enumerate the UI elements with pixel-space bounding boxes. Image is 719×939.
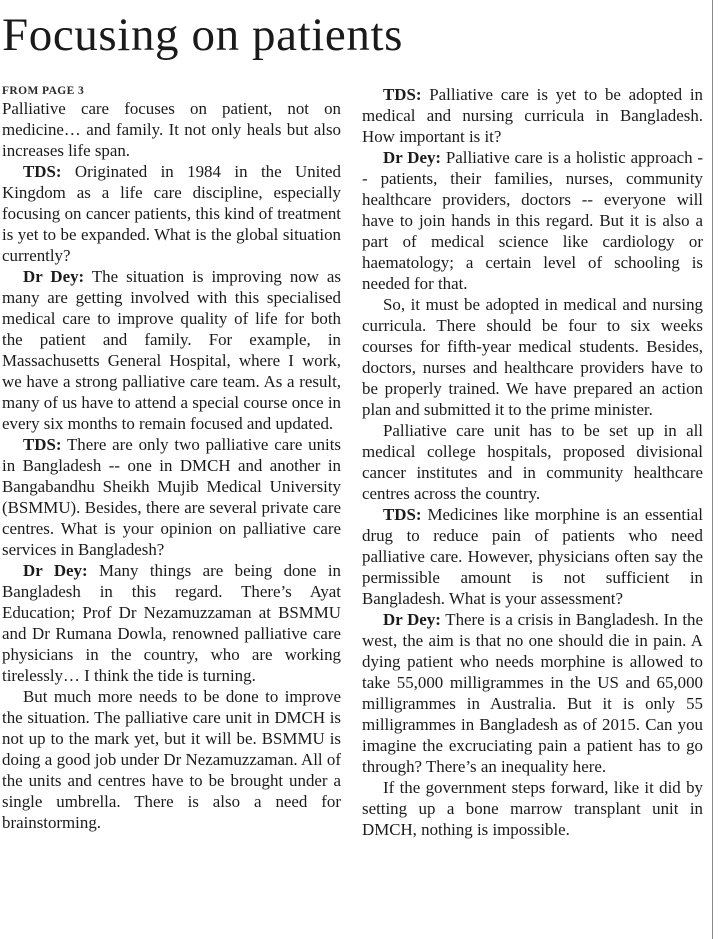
continued-from-kicker: FROM PAGE 3	[2, 85, 85, 97]
article-headline: Focusing on patients	[2, 9, 404, 61]
article-paragraph	[2, 98, 341, 161]
paragraph-text: Many things are being done in Bangladesh in this regard. There’s Ayat Education; Prof Dr Nezamuzzaman at BSMMU and Dr Rumana Dowla, renowned palliative care physicians in the country, who are working tirelessly… I think the tide is turning.	[2, 561, 341, 685]
paragraph-text: There are only two palliative care units in Bangladesh -- one in DMCH and another in Bangabandhu Sheikh Mujib Medical University (BSMMU). Besides, there are several private care centres. What is your opinion on palliative care services in Bangladesh?	[2, 435, 341, 559]
article-paragraph	[2, 686, 341, 833]
left-paragraphs	[2, 98, 341, 833]
speaker-label: Dr Dey:	[23, 561, 88, 580]
article-paragraph	[362, 147, 703, 294]
paragraph-text: There is a crisis in Bangladesh. In the west, the aim is that no one should die in pain. A dying patient who needs morphine is allowed to take 55,000 milligrammes in the US and 65,000 milligrammes in Australia. But it is only 55 milligrammes in Bangladesh as of 2015. Can you imagine the excruciating pain a patient has to go through? There’s an inequality here.	[362, 610, 703, 776]
left-column	[2, 84, 341, 833]
paragraph-text: Palliative care focuses on patient, not on medicine… and family. It not only heals but also increases life span.	[2, 99, 341, 160]
article-paragraph	[2, 266, 341, 434]
article-paragraph	[362, 84, 703, 147]
right-paragraphs	[362, 84, 703, 840]
paragraph-text: Palliative care unit has to be set up in all medical college hospitals, proposed divisional cancer institutes and in community healthcare centres across the country.	[362, 421, 703, 503]
article-paragraph	[2, 560, 341, 686]
speaker-label: TDS:	[23, 162, 62, 181]
article-paragraph	[362, 294, 703, 420]
paragraph-text: So, it must be adopted in medical and nursing curricula. There should be four to six weeks courses for fifth-year medical students. Besides, doctors, nurses and healthcare providers have to be properly trained. We have prepared an action plan and submitted it to the prime minister.	[362, 295, 703, 419]
article-paragraph	[362, 777, 703, 840]
paragraph-text: If the government steps forward, like it did by setting up a bone marrow transplant unit in DMCH, nothing is impossible.	[362, 778, 703, 839]
article-paragraph	[362, 609, 703, 777]
paragraph-text: Palliative care is a holistic approach -- patients, their families, nurses, community healthcare providers, doctors -- everyone will have to join hands in this regard. But it is also a part of medical science like cardiology or haematology; a certain level of schooling is needed for that.	[362, 148, 703, 293]
speaker-label: TDS:	[23, 435, 62, 454]
speaker-label: Dr Dey:	[383, 610, 441, 629]
paragraph-text: Originated in 1984 in the United Kingdom as a life care discipline, especially focusing on cancer patients, this kind of treatment is yet to be expanded. What is the global situation currently?	[2, 162, 341, 265]
speaker-label: TDS:	[383, 505, 422, 524]
speaker-label: TDS:	[383, 85, 422, 104]
speaker-label: Dr Dey:	[23, 267, 85, 286]
article-paragraph	[362, 420, 703, 504]
paragraph-text: Palliative care is yet to be adopted in medical and nursing curricula in Bangladesh. How important is it?	[362, 85, 703, 146]
paragraph-text: The situation is improving now as many are getting involved with this specialised medical care to improve quality of life for both the patient and family. For example, in Massachusetts General Hospital, where I work, we have a strong palliative care team. As a result, many of us have to attend a special course once in every six months to remain focused and updated.	[2, 267, 341, 433]
article-paragraph	[362, 504, 703, 609]
right-column	[362, 84, 703, 840]
paragraph-text: But much more needs to be done to improve the situation. The palliative care unit in DMCH is not up to the mark yet, but it will be. BSMMU is doing a good job under Dr Nezamuzzaman. All of the units and centres have to be brought under a single umbrella. There is also a need for brainstorming.	[2, 687, 341, 832]
page-edge-rule	[712, 0, 713, 939]
speaker-label: Dr Dey:	[383, 148, 442, 167]
paragraph-text: Medicines like morphine is an essential drug to reduce pain of patients who need palliative care. However, physicians often say the permissible amount is not sufficient in Bangladesh. What is your assessment?	[362, 505, 703, 608]
article-paragraph	[2, 434, 341, 560]
article-paragraph	[2, 161, 341, 266]
